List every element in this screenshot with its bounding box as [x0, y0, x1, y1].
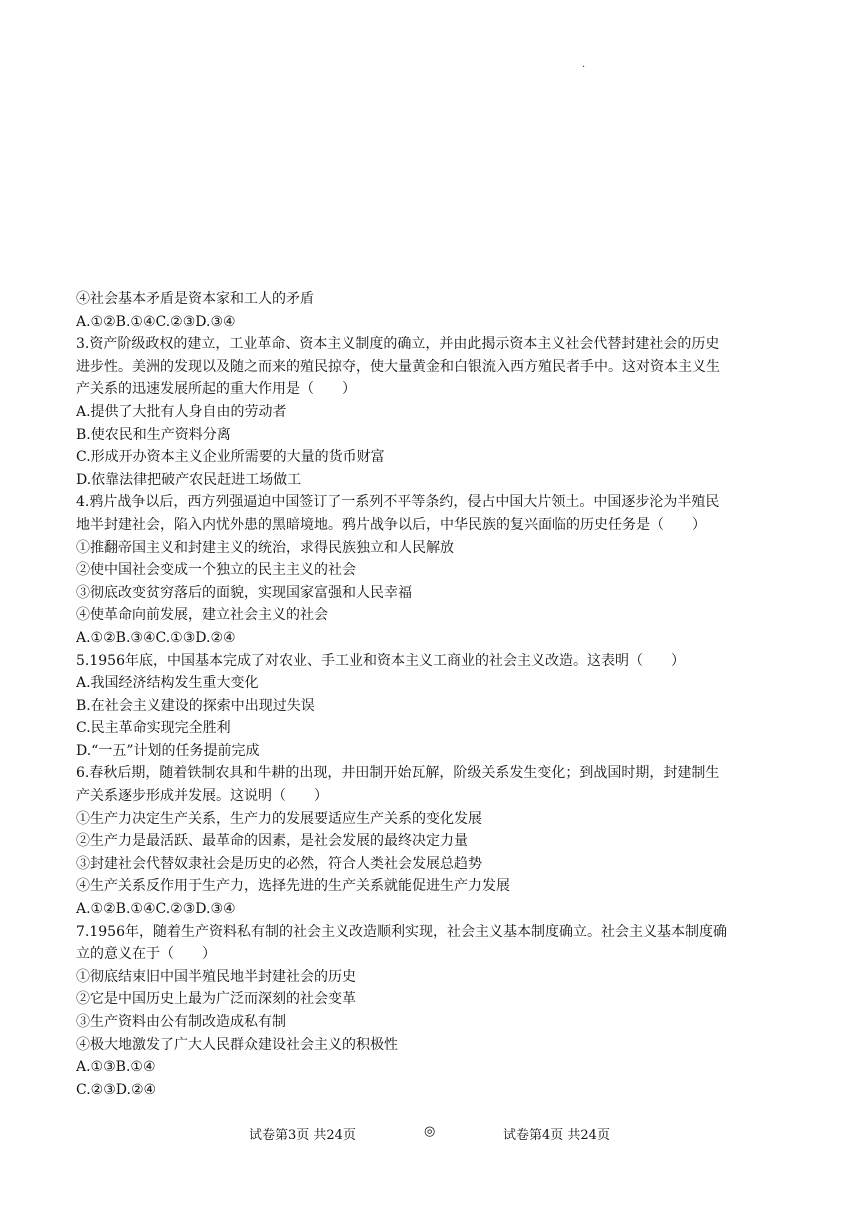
text-line: ③生产资料由公有制改造成私有制	[76, 1014, 286, 1030]
text-line: D.“一五”计划的任务提前完成	[76, 742, 260, 759]
text-line: C.形成开办资本主义企业所需要的大量的货币财富	[76, 449, 385, 466]
page-footer	[0, 1124, 860, 1146]
header-dot: ·	[582, 62, 586, 73]
text-line: 5.1956年底，中国基本完成了对农业、手工业和资本主义工商业的社会主义改造。这表明（ ）	[76, 652, 685, 669]
text-line: ②生产力是最活跃、最革命的因素，是社会发展的最终决定力量	[76, 833, 468, 850]
text-line: B.在社会主义建设的探索中出现过失误	[76, 697, 315, 714]
text-line: ④生产关系反作用于生产力，选择先进的生产关系就能促进生产力发展	[76, 878, 510, 895]
text-line: ①推翻帝国主义和封建主义的统治，求得民族独立和人民解放	[76, 539, 454, 556]
text-line: 产关系的迅速发展所起的重大作用是（ ）	[76, 381, 356, 398]
text-line: 产关系逐步形成并发展。这说明（ ）	[76, 788, 328, 805]
text-line: D.依靠法律把破产农民赶进工场做工	[76, 471, 302, 488]
text-line: ②它是中国历史上最为广泛而深刻的社会变革	[76, 991, 356, 1008]
text-line: A.①②B.③④C.①③D.②④	[76, 629, 236, 646]
text-line: A.提供了大批有人身自由的劳动者	[76, 403, 287, 420]
text-line: 6.春秋后期，随着铁制农具和牛耕的出现，井田制开始瓦解，阶级关系发生变化；到战国时期，封建制生	[76, 765, 720, 782]
text-line: A.①②B.①④C.②③D.③④	[76, 901, 236, 918]
text-line: ③彻底改变贫穷落后的面貌，实现国家富强和人民幸福	[76, 584, 412, 601]
question-content	[76, 288, 786, 1101]
text-line: ④使革命向前发展，建立社会主义的社会	[76, 607, 328, 624]
text-line: C.②③D.②④	[76, 1081, 157, 1098]
text-line: C.民主革命实现完全胜利	[76, 720, 231, 737]
text-line: ①生产力决定生产关系，生产力的发展要适应生产关系的变化发展	[76, 810, 482, 827]
text-line: A.①③B.①④	[76, 1059, 156, 1076]
footer-page-right: 试卷第4页 共24页	[503, 1128, 610, 1143]
footer-page-left: 试卷第3页 共24页	[249, 1128, 356, 1143]
text-line: ①彻底结束旧中国半殖民地半封建社会的历史	[76, 968, 356, 985]
text-line: A.①②B.①④C.②③D.③④	[76, 313, 236, 330]
text-line: 地半封建社会，陷入内忧外患的黑暗境地。鸦片战争以后，中华民族的复兴面临的历史任务是（ ）	[76, 516, 706, 533]
text-line: B.使农民和生产资料分离	[76, 426, 231, 443]
text-line: A.我国经济结构发生重大变化	[76, 675, 259, 692]
text-line: 进步性。美洲的发现以及随之而来的殖民掠夺，使大量黄金和白银流入西方殖民者手中。这对资本主义生	[76, 358, 720, 375]
text-line: 4.鸦片战争以后，西方列强逼迫中国签订了一系列不平等条约，侵占中国大片领土。中国逐步沦为半殖民	[76, 494, 720, 511]
text-line: 7.1956年，随着生产资料私有制的社会主义改造顺利实现，社会主义基本制度确立。社会主义基本制度确	[76, 923, 727, 940]
text-line: ④极大地激发了广大人民群众建设社会主义的积极性	[76, 1036, 398, 1053]
footer-separator: ◎	[424, 1124, 436, 1139]
text-line: ③封建社会代替奴隶社会是历史的必然，符合人类社会发展总趋势	[76, 855, 482, 872]
text-line: ②使中国社会变成一个独立的民主主义的社会	[76, 562, 356, 579]
text-line: 3.资产阶级政权的建立，工业革命、资本主义制度的确立，并由此揭示资本主义社会代替封建社会的历史	[76, 336, 720, 353]
text-line: ④社会基本矛盾是资本家和工人的矛盾	[76, 291, 314, 307]
text-line: 立的意义在于（ ）	[76, 946, 216, 963]
